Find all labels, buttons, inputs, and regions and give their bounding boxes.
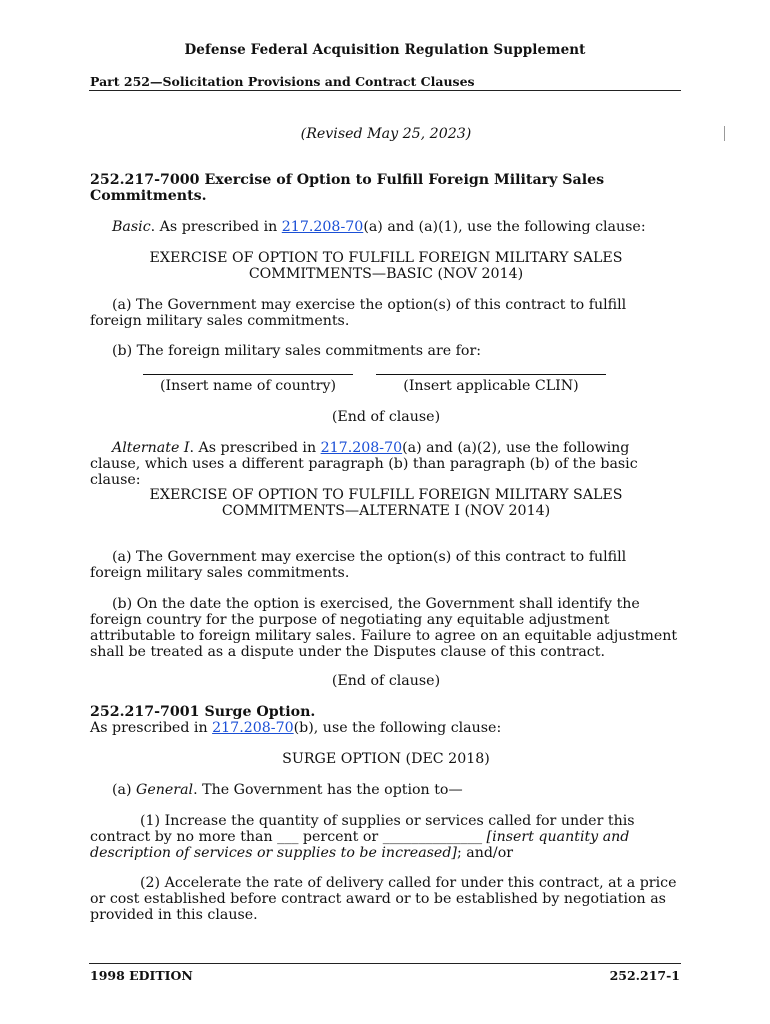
end-of-clause: (End of clause): [331, 409, 441, 425]
section-heading-7001: 252.217-7001 Surge Option.: [90, 704, 316, 720]
surge-subparagraph-2: (2) Accelerate the rate of delivery called for under this contract, at a price or cost established before contract award or to be established by negotiation as provided in this clause.: [90, 875, 677, 923]
footer-page-number: 252.217-1: [609, 968, 680, 983]
footer-edition: 1998 EDITION: [90, 968, 193, 983]
xref-link[interactable]: 217.208-70: [281, 219, 364, 235]
alternate-prescription: Alternate I. As prescribed in 217.208-70(a) and (a)(2), use the following clause, which uses a different paragraph (b) than paragraph (b) of the basic clause:: [90, 440, 638, 488]
section-heading-7000: 252.217-7000 Exercise of Option to Fulfill Foreign Military Sales Commitments.: [90, 172, 605, 204]
revised-date: (Revised May 25, 2023): [300, 126, 472, 142]
country-blank-line: [143, 374, 353, 375]
alternate-paragraph-b: (b) On the date the option is exercised, the Government shall identify the foreign country for the purpose of negotiating any equitable adjustment attributable to foreign military sales. Failure to agree on an equitable adjustment shall be treated as a dispute under the Disputes clause of this contract.: [90, 596, 678, 660]
xref-link[interactable]: 217.208-70: [320, 440, 403, 456]
insert-clin-label: (Insert applicable CLIN): [403, 378, 579, 394]
surge-prescription: As prescribed in 217.208-70(b), use the following clause:: [90, 720, 502, 736]
basic-prescription: Basic. As prescribed in 217.208-70(a) and (a)(1), use the following clause:: [112, 219, 646, 235]
clin-blank-line: [376, 374, 606, 375]
alternate-clause-title: EXERCISE OF OPTION TO FULFILL FOREIGN MILITARY SALES COMMITMENTS—ALTERNATE I (NOV 2014): [149, 487, 623, 519]
basic-clause-title: EXERCISE OF OPTION TO FULFILL FOREIGN MILITARY SALES COMMITMENTS—BASIC (NOV 2014): [149, 250, 623, 282]
insert-country-label: (Insert name of country): [160, 378, 336, 394]
basic-paragraph-b: (b) The foreign military sales commitments are for:: [112, 343, 482, 359]
running-header-title: Defense Federal Acquisition Regulation Supplement: [184, 42, 586, 58]
header-rule: [89, 90, 681, 91]
xref-link[interactable]: 217.208-70: [212, 720, 294, 736]
surge-clause-title: SURGE OPTION (DEC 2018): [282, 751, 490, 767]
footer-rule: [89, 963, 681, 964]
surge-subparagraph-1: (1) Increase the quantity of supplies or services called for under this contract by no more than ___ percent or ______________ [insert quantity and description of services or supplies to be increased]; and/or: [90, 813, 635, 861]
running-header-part: Part 252—Solicitation Provisions and Contract Clauses: [90, 74, 475, 89]
change-bar: [724, 126, 725, 141]
end-of-clause: (End of clause): [331, 673, 441, 689]
surge-paragraph-a: (a) General. The Government has the option to—: [112, 782, 463, 798]
alternate-paragraph-a: (a) The Government may exercise the option(s) of this contract to fulfill foreign military sales commitments.: [90, 549, 627, 581]
basic-paragraph-a: (a) The Government may exercise the option(s) of this contract to fulfill foreign military sales commitments.: [90, 297, 627, 329]
